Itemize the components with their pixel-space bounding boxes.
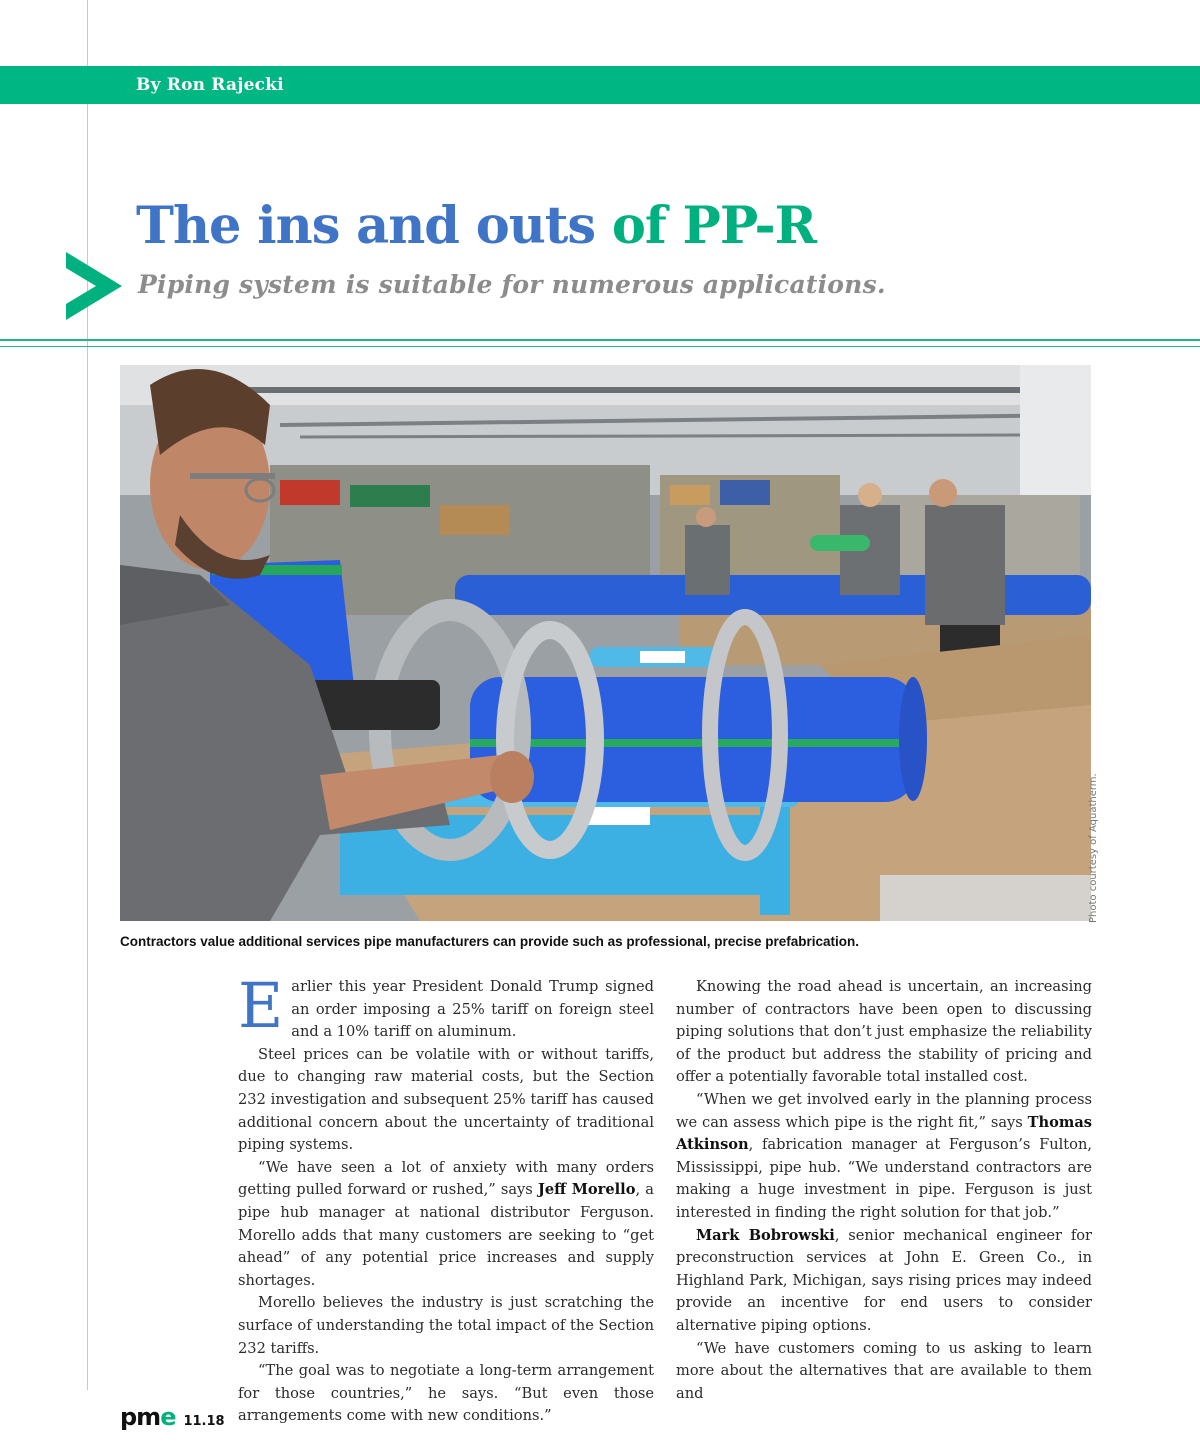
person-name: Mark Bobrowski	[696, 1226, 835, 1244]
paragraph: Earlier this year President Donald Trump signed an order imposing a 25% tariff on foreign steel and a 10% tariff on aluminum.	[238, 969, 654, 1042]
paragraph: Knowing the road ahead is uncertain, an increasing number of contractors have been open to discussing piping solutions that don’t just emphasize the reliability of the product but address the stability of pricing and offer a potentially favorable total installed cost.	[676, 978, 1092, 1086]
paragraph: “We have customers coming to us asking to learn more about the alternatives that are available to them and	[676, 1339, 1092, 1402]
paragraph: Morello believes the industry is just scratching the surface of understanding the total impact of the Section 232 tariffs.	[238, 1294, 655, 1357]
photo-caption: Contractors value additional services pipe manufacturers can provide such as professional, precise prefabrication.	[120, 934, 859, 949]
chevron-icon	[64, 252, 122, 320]
paragraph: “The goal was to negotiate a long-term arrangement for those countries,” he says. “But even those arrangements come with new conditions.”	[238, 1362, 654, 1425]
magazine-logo: pme	[120, 1403, 176, 1431]
left-margin-rule	[87, 0, 88, 1390]
title-part-green: of PP-R	[611, 196, 816, 256]
article-photo	[120, 365, 1091, 921]
divider-line	[0, 346, 1200, 347]
page-footer	[120, 1403, 225, 1431]
divider-line	[0, 339, 1200, 341]
byline-bar	[0, 66, 1200, 104]
person-name: Thomas Atkinson	[676, 1113, 1092, 1154]
article-column-2	[676, 976, 1092, 1405]
drop-cap: E	[238, 969, 284, 1042]
paragraph: Steel prices can be volatile with or without tariffs, due to changing raw material costs, but the Section 232 investigation and subsequent 25% tariff has caused additional concern about the uncertainty of traditional piping systems.	[238, 1045, 654, 1154]
photo-credit: Photo courtesy of Aquatherm.	[1088, 773, 1099, 923]
person-name: Jeff Morello	[537, 1181, 636, 1199]
issue-number: 11.18	[183, 1414, 225, 1429]
paragraph: “When we get involved early in the planning process we can assess which pipe is the right fit,” says Thomas Atkinson, fabrication manager at Ferguson’s Fulton, Mississippi, pipe hub. “We understand contractors are making a huge investment in pipe. Ferguson is just interested in finding the right solution for that job.”	[676, 1090, 1092, 1221]
article-title	[136, 196, 816, 256]
title-part-blue: The ins and outs	[136, 196, 612, 256]
paragraph: Mark Bobrowski, senior mechanical engineer for preconstruction services at John E. Green Co., in Highland Park, Michigan, says rising prices may indeed provide an incentive for end users to consider alternative piping options.	[676, 1226, 1092, 1334]
paragraph: “We have seen a lot of anxiety with many orders getting pulled forward or rushed,” says Jeff Morello, a pipe hub manager at national distributor Ferguson. Morello adds that many customers are seeking to “get ahead” of any potential price increases and supply shortages.	[238, 1158, 654, 1289]
article-column-1	[238, 969, 655, 1428]
article-subtitle: Piping system is suitable for numerous applications.	[138, 270, 886, 299]
byline: By Ron Rajecki	[136, 75, 284, 95]
